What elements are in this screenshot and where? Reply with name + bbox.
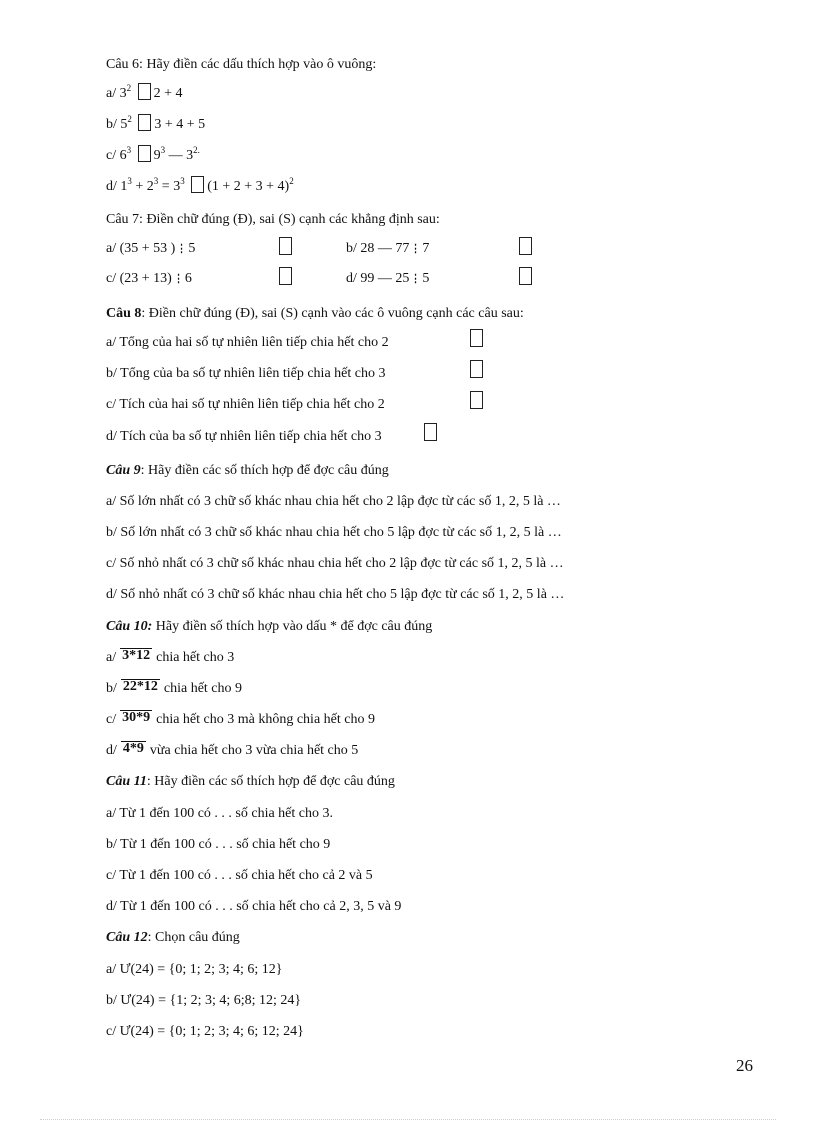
q6-a-post: 2 + 4 — [153, 86, 183, 101]
q6-title: Câu 6: Hãy điền các dấu thích hợp vào ô vuông: — [106, 57, 377, 72]
q11-heading — [106, 773, 395, 791]
q6-d — [106, 176, 294, 196]
q6-c — [106, 145, 200, 165]
q6-d-p2: = 3 — [158, 179, 181, 194]
q8-d: d/ Tích của ba số tự nhiên liên tiếp chia hết cho 3 — [106, 429, 382, 444]
q8-c-answer-box[interactable] — [470, 391, 483, 409]
q8-b: b/ Tổng của ba số tự nhiên liên tiếp chia hết cho 3 — [106, 366, 386, 381]
q7-b — [346, 240, 429, 258]
q7-d — [346, 270, 429, 288]
q6-b-sup: 2 — [127, 114, 132, 124]
page-bottom-divider — [40, 1119, 776, 1120]
q6-c-pre: c/ 6 — [106, 148, 127, 163]
q12-label: Câu 12 — [106, 930, 148, 945]
q7-d-answer-box[interactable] — [519, 267, 532, 285]
q6-c-post: — 3 — [165, 148, 194, 163]
q6-a-answer-box[interactable] — [138, 83, 151, 100]
q10-a-post: chia hết cho 3 — [156, 650, 235, 665]
q7-b-post: 7 — [422, 241, 430, 256]
q7-d-pre: d/ 99 — 25 — [346, 271, 410, 286]
q9-heading — [106, 462, 389, 480]
q9-b: b/ Số lớn nhất có 3 chữ số khác nhau chia hết cho 5 lập đợc từ các số 1, 2, 5 là … — [106, 525, 562, 540]
q7-a — [106, 240, 195, 258]
q11-c: c/ Từ 1 đến 100 có . . . số chia hết cho cả 2 và 5 — [106, 868, 373, 883]
q10-b-number: 22*12 — [122, 679, 158, 694]
q8-heading — [106, 305, 524, 323]
q8-a-answer-box[interactable] — [470, 329, 483, 347]
q10-a — [106, 649, 234, 667]
divides-icon: ⋮ — [177, 243, 187, 255]
q10-a-pre: a/ — [106, 650, 117, 665]
q6-c-sup: 3 — [126, 145, 132, 155]
q7-a-answer-box[interactable] — [279, 237, 292, 255]
q10-b-post: chia hết cho 9 — [163, 681, 243, 696]
q10-heading — [106, 618, 432, 636]
q6-a-pre: a/ 3 — [106, 86, 127, 101]
q6-c-sup2: 3 — [160, 145, 166, 155]
q8-d-answer-box[interactable] — [424, 423, 437, 441]
q6-c-mid: 9 — [153, 148, 161, 163]
q7-c-post: 6 — [184, 271, 192, 286]
q8-c: c/ Tích của hai số tự nhiên liên tiếp chia hết cho 2 — [106, 397, 385, 412]
q6-d-p1: + 2 — [131, 179, 154, 194]
q11-label: Câu 11 — [106, 774, 147, 789]
q12-c: c/ Ư(24) = {0; 1; 2; 3; 4; 6; 12; 24} — [106, 1024, 304, 1039]
q9-d: d/ Số nhỏ nhất có 3 chữ số khác nhau chia hết cho 5 lập đợc từ các số 1, 2, 5 là … — [106, 587, 565, 602]
q7-c — [106, 270, 192, 288]
q7-b-pre: b/ 28 — 77 — [346, 241, 410, 256]
q6-b-post: 3 + 4 + 5 — [154, 117, 206, 132]
q6-d-pre: d/ 1 — [106, 179, 128, 194]
divides-icon: ⋮ — [411, 273, 421, 285]
q10-b-pre: b/ — [106, 681, 117, 696]
q6-a — [106, 83, 183, 103]
q12-a: a/ Ư(24) = {0; 1; 2; 3; 4; 6; 12} — [106, 962, 283, 977]
q10-d-pre: d/ — [106, 743, 117, 758]
divides-icon: ⋮ — [173, 273, 183, 285]
q10-c-post: chia hết cho 3 mà không chia hết cho 9 — [156, 712, 375, 727]
q11-d: d/ Từ 1 đến 100 có . . . số chia hết cho cả 2, 3, 5 và 9 — [106, 899, 402, 914]
q7-c-answer-box[interactable] — [279, 267, 292, 285]
q7-a-post: 5 — [188, 241, 196, 256]
q6-b-pre: b/ 5 — [106, 117, 128, 132]
q12-b: b/ Ư(24) = {1; 2; 3; 4; 6;8; 12; 24} — [106, 993, 302, 1008]
q7-a-pre: a/ (35 + 53 ) — [106, 241, 176, 256]
q7-d-post: 5 — [422, 271, 430, 286]
divides-icon: ⋮ — [411, 243, 421, 255]
q11-a: a/ Từ 1 đến 100 có . . . số chia hết cho 3. — [106, 806, 334, 821]
q10-label: Câu 10: — [106, 619, 153, 634]
q6-c-answer-box[interactable] — [138, 145, 151, 162]
q7-c-pre: c/ (23 + 13) — [106, 271, 172, 286]
q6-b — [106, 114, 205, 134]
q10-b — [106, 680, 242, 698]
q8-b-answer-box[interactable] — [470, 360, 483, 378]
q10-c-pre: c/ — [106, 712, 117, 727]
q6-d-post: (1 + 2 + 3 + 4) — [207, 179, 290, 194]
q9-title: : Hãy điền các số thích hợp để đợc câu đúng — [140, 463, 389, 478]
q6-d-answer-box[interactable] — [191, 176, 204, 193]
q8-title: : Điền chữ đúng (Đ), sai (S) cạnh vào các ô vuông cạnh các câu sau: — [141, 306, 524, 321]
q10-c — [106, 711, 375, 729]
q6-a-sup: 2 — [126, 83, 132, 93]
q10-d — [106, 742, 358, 760]
q6-c-sup3: 2. — [193, 145, 200, 155]
q10-c-number: 30*9 — [122, 710, 151, 725]
q6-d-s3: 3 — [180, 176, 185, 186]
q9-a: a/ Số lớn nhất có 3 chữ số khác nhau chia hết cho 2 lập đợc từ các số 1, 2, 5 là … — [106, 494, 561, 509]
q12-title: : Chọn câu đúng — [147, 930, 240, 945]
q6-d-s4: 2 — [289, 176, 294, 186]
q9-c: c/ Số nhỏ nhất có 3 chữ số khác nhau chia hết cho 2 lập đợc từ các số 1, 2, 5 là … — [106, 556, 564, 571]
q11-b: b/ Từ 1 đến 100 có . . . số chia hết cho 9 — [106, 837, 331, 852]
q10-d-number: 4*9 — [122, 741, 144, 756]
page-number: 26 — [736, 1056, 753, 1075]
q8-a: a/ Tổng của hai số tự nhiên liên tiếp chia hết cho 2 — [106, 335, 389, 350]
q12-heading — [106, 929, 240, 947]
q6-d-s2: 3 — [153, 176, 159, 186]
q7-b-answer-box[interactable] — [519, 237, 532, 255]
q8-label: Câu 8 — [106, 306, 142, 321]
q6-d-s1: 3 — [127, 176, 132, 186]
q10-a-number: 3*12 — [122, 648, 151, 663]
q10-title: Hãy điền số thích hợp vào dấu * để đợc câu đúng — [152, 619, 433, 634]
q6-b-answer-box[interactable] — [138, 114, 151, 131]
q9-label: Câu 9 — [106, 463, 141, 478]
q11-title: : Hãy điền các số thích hợp để đợc câu đúng — [146, 774, 395, 789]
q7-title: Câu 7: Điền chữ đúng (Đ), sai (S) cạnh các khẳng định sau: — [106, 212, 440, 227]
q10-d-post: vừa chia hết cho 3 vừa chia hết cho 5 — [149, 743, 359, 758]
